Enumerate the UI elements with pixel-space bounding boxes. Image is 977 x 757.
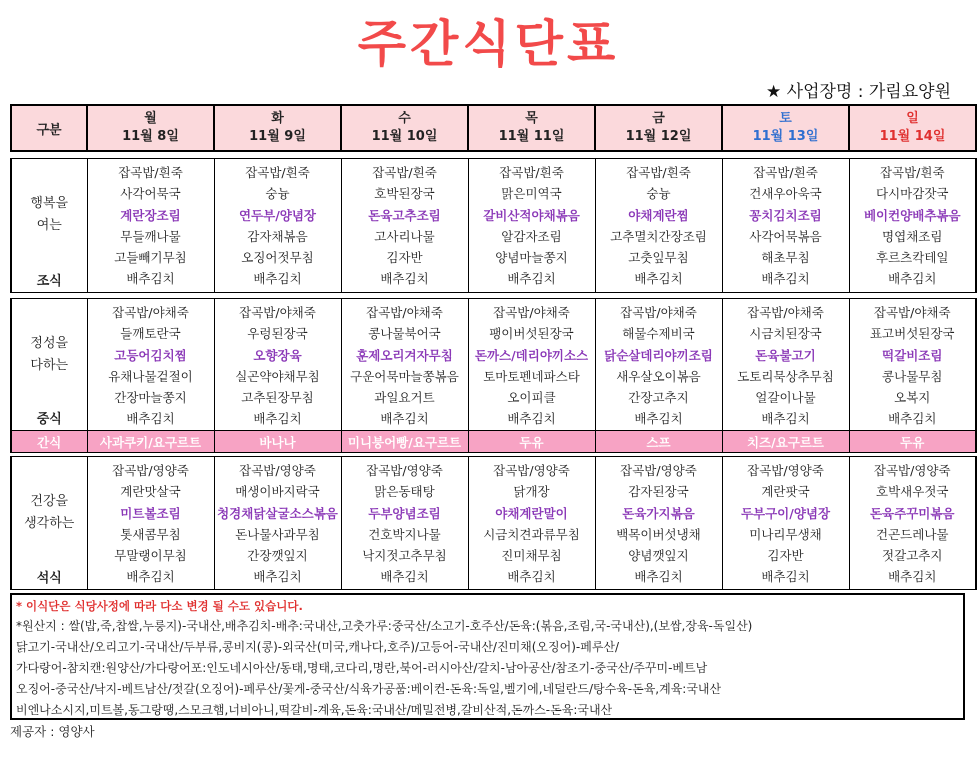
dinner-menu-item: 닭개장 [513, 484, 550, 500]
lunch-menu-item: 우렁된장국 [247, 326, 308, 342]
lunch-menu-item: 배추김치 [634, 411, 683, 427]
dinner-menu-item: 두부구이/양념장 [740, 505, 831, 521]
dinner-day-1 [87, 457, 214, 590]
breakfast-menu-item: 배추김치 [507, 271, 556, 287]
lunch-day-5 [595, 299, 722, 431]
origin-line-4: 오징어-중국산/낙지-베트남산/젓갈(오징어)-페루산/꽃게-중국산/식육가공품:베이컨-돈육:독일,벨기에,네덜란드/탕수육-돈육,계육:국내산 [16, 682, 722, 696]
breakfast-day-7 [849, 159, 976, 293]
breakfast-menu-item: 잡곡밥/흰죽 [879, 165, 945, 180]
dinner-menu-item: 매생이바지락국 [235, 484, 320, 500]
lunch-menu-item: 간장마늘쫑지 [114, 390, 187, 406]
breakfast-menu-item: 잡곡밥/흰죽 [499, 165, 564, 180]
day-header-2 [214, 105, 341, 151]
dinner-day-2 [214, 457, 341, 590]
day-header-row [11, 105, 976, 151]
dinner-menu-item: 김자반 [767, 548, 804, 564]
dinner-menu-item: 계란맛살국 [120, 484, 181, 500]
breakfast-menu-item: 무들깨나물 [120, 228, 181, 244]
breakfast-menu-item: 잡곡밥/흰죽 [118, 165, 183, 180]
breakfast-menu-item: 숭늉 [646, 186, 671, 202]
page-title: 주간식단표 [357, 15, 620, 73]
lunch-menu-item: 간장고추지 [628, 390, 689, 406]
lunch-menu-item: 콩나물북어국 [368, 326, 441, 342]
day-name: 금 [652, 111, 665, 126]
breakfast-menu-item: 명엽채조림 [882, 228, 943, 244]
dinner-menu-item: 미트볼조림 [120, 505, 181, 521]
notice-warning: * 이식단은 식당사정에 따라 다소 변경 될 수도 있습니다. [16, 599, 303, 613]
breakfast-menu-item: 연두부/양념장 [238, 207, 317, 223]
dinner-day-3 [341, 457, 468, 590]
lunch-menu-item: 들깨토란국 [120, 326, 181, 342]
dinner-menu-item: 무말랭이무침 [114, 548, 187, 564]
breakfast-day-5 [595, 159, 722, 293]
lunch-menu-item: 배추김치 [126, 411, 175, 427]
lunch-menu-item: 잡곡밥/야채죽 [493, 305, 570, 320]
lunch-menu-item: 잡곡밥/야채죽 [873, 305, 951, 320]
dinner-menu-item: 낙지젓고추무침 [362, 548, 447, 564]
dinner-menu-item: 미나리무생채 [749, 526, 822, 542]
breakfast-meal-name: 조식 [36, 274, 62, 289]
lunch-day-6 [722, 299, 849, 431]
lunch-menu-item: 닭순살데리야끼조림 [604, 347, 713, 363]
dinner-menu-item: 두부양념조림 [368, 505, 441, 521]
origin-line-2: 닭고기-국내산/오리고기-국내산/두부류,콩비지(콩)-외국산(미국,캐나다,호주)/고등어-국내산/진미채(오징어)-페루산/ [16, 640, 620, 654]
lunch-menu-item: 배추김치 [888, 411, 937, 427]
lunch-menu-item: 구운어묵마늘쫑볶음 [350, 368, 459, 384]
breakfast-menu-item: 사각어묵국 [120, 186, 181, 202]
lunch-menu-item: 오이피클 [507, 390, 556, 406]
dinner-menu-item: 배추김치 [126, 569, 175, 585]
breakfast-day-3 [341, 159, 468, 293]
dinner-menu-item: 청경채닭살굴소스볶음 [217, 505, 338, 521]
breakfast-menu-item: 호박된장국 [374, 186, 435, 202]
lunch-menu-item: 훈제오리겨자무침 [356, 347, 453, 363]
dinner-menu-item: 잡곡밥/영양죽 [620, 463, 697, 478]
dinner-menu-item: 야채계란말이 [495, 505, 568, 521]
lunch-label [11, 299, 87, 431]
lunch-day-7 [849, 299, 976, 431]
gubun-label: 구분 [11, 105, 87, 151]
snack-day-7: 두유 [849, 431, 976, 453]
dinner-menu-item: 간장깻잎지 [247, 548, 308, 564]
dinner-menu-item: 배추김치 [888, 569, 937, 585]
lunch-label-line: 정성을 [30, 336, 69, 351]
breakfast-menu-item: 고춧잎무침 [628, 250, 689, 266]
breakfast-day-6 [722, 159, 849, 293]
dinner-menu-item: 양념깻잎지 [628, 548, 689, 564]
snack-day-1: 사과쿠키/요구르트 [87, 431, 214, 453]
lunch-menu-item: 도토리묵상추무침 [737, 368, 834, 384]
breakfast-menu-item: 잡곡밥/흰죽 [372, 165, 437, 180]
day-header-table [10, 104, 977, 152]
lunch-menu-item: 고추된장무침 [241, 390, 314, 406]
breakfast-label-line: 여는 [36, 218, 62, 233]
day-date: 11월 9일 [249, 129, 306, 144]
lunch-menu-item: 시금치된장국 [749, 326, 822, 342]
snack-day-6: 치즈/요구르트 [722, 431, 849, 453]
lunch-menu-item: 새우살오이볶음 [616, 368, 701, 384]
breakfast-menu-item: 갈비산적야채볶음 [483, 207, 580, 223]
notes-box [10, 593, 965, 720]
dinner-row [11, 457, 976, 590]
breakfast-label-line: 행복을 [30, 196, 69, 211]
day-date: 11월 8일 [122, 129, 179, 144]
breakfast-menu-item: 맑은미역국 [501, 186, 562, 202]
dinner-menu-item: 잡곡밥/영양죽 [873, 463, 951, 478]
day-header-6 [722, 105, 849, 151]
lunch-day-2 [214, 299, 341, 431]
breakfast-menu-item: 고들빼기무침 [114, 250, 187, 266]
dinner-table [10, 456, 977, 590]
lunch-menu-item: 돈까스/데리야끼소스 [474, 347, 589, 363]
lunch-label-line: 다하는 [30, 358, 69, 373]
day-name: 목 [525, 111, 538, 126]
breakfast-menu-item: 양념마늘쫑지 [495, 250, 568, 266]
day-header-1 [87, 105, 214, 151]
lunch-menu-item: 잡곡밥/야채죽 [239, 305, 316, 320]
breakfast-day-2 [214, 159, 341, 293]
lunch-day-1 [87, 299, 214, 431]
lunch-row [11, 299, 976, 431]
dinner-menu-item: 배추김치 [761, 569, 810, 585]
dinner-day-6 [722, 457, 849, 590]
dinner-menu-item: 돈나물사과무침 [235, 526, 320, 542]
breakfast-menu-item: 감자채볶음 [247, 228, 308, 244]
lunch-menu-item: 돈육불고기 [755, 347, 816, 363]
lunch-menu-item: 배추김치 [380, 411, 429, 427]
day-name: 일 [906, 111, 919, 126]
dinner-menu-item: 배추김치 [380, 569, 429, 585]
day-header-5 [595, 105, 722, 151]
dinner-menu-item: 배추김치 [253, 569, 302, 585]
dinner-menu-item: 백목이버섯냉채 [616, 526, 701, 542]
lunch-menu-item: 팽이버섯된장국 [489, 326, 574, 342]
lunch-menu-item: 토마토펜네파스타 [483, 368, 580, 384]
breakfast-menu-item: 배추김치 [126, 271, 175, 287]
lunch-menu-item: 잡곡밥/야채죽 [747, 305, 824, 320]
dinner-menu-item: 톳새콤무침 [120, 526, 181, 542]
lunch-menu-item: 오향장육 [253, 347, 302, 363]
breakfast-menu-item: 꽁치김치조림 [749, 207, 822, 223]
lunch-table [10, 298, 977, 453]
snack-day-5: 스프 [595, 431, 722, 453]
lunch-menu-item: 잡곡밥/야채죽 [620, 305, 697, 320]
breakfast-menu-item: 배추김치 [761, 271, 810, 287]
lunch-menu-item: 잡곡밥/야채죽 [366, 305, 443, 320]
breakfast-menu-item: 야채계란찜 [628, 207, 689, 223]
breakfast-day-4 [468, 159, 595, 293]
snack-day-2: 바나나 [214, 431, 341, 453]
breakfast-menu-item: 잡곡밥/흰죽 [245, 165, 310, 180]
dinner-menu-item: 건호박지나물 [368, 526, 441, 542]
provider-label: 제공자 : 영양사 [10, 724, 95, 739]
origin-line-3: 가다랑어-참치캔:원양산/가다랑어포:인도네시아산/동태,명태,코다리,명란,북어-러시아산/갈치-남아공산/참조기-중국산/주꾸미-베트남 [16, 661, 708, 675]
lunch-menu-item: 표고버섯된장국 [869, 326, 955, 342]
breakfast-menu-item: 후르츠칵테일 [876, 250, 949, 266]
day-date: 11월 13일 [752, 129, 819, 144]
snack-day-4: 두유 [468, 431, 595, 453]
dinner-menu-item: 잡곡밥/영양죽 [112, 463, 189, 478]
lunch-day-3 [341, 299, 468, 431]
breakfast-menu-item: 잡곡밥/흰죽 [626, 165, 691, 180]
breakfast-menu-item: 배추김치 [888, 271, 937, 287]
lunch-menu-item: 배추김치 [761, 411, 810, 427]
dinner-menu-item: 감자된장국 [628, 484, 689, 500]
lunch-menu-item: 콩나물무침 [882, 368, 943, 384]
lunch-menu-item: 유채나물겉절이 [108, 368, 193, 384]
snack-label: 간식 [11, 431, 87, 453]
day-header-7 [849, 105, 976, 151]
dinner-menu-item: 배추김치 [507, 569, 556, 585]
dinner-menu-item: 잡곡밥/영양죽 [366, 463, 443, 478]
lunch-menu-item: 실곤약야채무침 [235, 368, 320, 384]
breakfast-row [11, 159, 976, 293]
breakfast-table [10, 158, 977, 293]
breakfast-menu-item: 건새우아욱국 [749, 186, 822, 202]
dinner-menu-item: 젓갈고추지 [882, 548, 943, 564]
breakfast-menu-item: 알감자조림 [501, 228, 562, 244]
snack-row [11, 431, 976, 453]
breakfast-menu-item: 숭늉 [265, 186, 290, 202]
dinner-label-line: 건강을 [30, 494, 69, 509]
lunch-menu-item: 떡갈비조림 [882, 347, 943, 363]
day-name: 월 [144, 111, 157, 126]
breakfast-menu-item: 오징어젓무침 [241, 250, 314, 266]
origin-line-1: *원산지 : 쌀(밥,죽,찹쌀,누룽지)-국내산,배추김치-배추:국내산,고춧가루:중국산/소고기-호주산/돈육:(볶음,조림,국-국내산),(보쌈,장육-독일산) [16, 619, 753, 633]
lunch-menu-item: 오복지 [894, 390, 931, 406]
breakfast-menu-item: 잡곡밥/흰죽 [753, 165, 818, 180]
snack-day-3: 미니붕어빵/요구르트 [341, 431, 468, 453]
lunch-menu-item: 잡곡밥/야채죽 [112, 305, 189, 320]
dinner-day-5 [595, 457, 722, 590]
breakfast-label [11, 159, 87, 293]
dinner-menu-item: 건곤드레나물 [876, 526, 949, 542]
dinner-day-7 [849, 457, 976, 590]
lunch-menu-item: 배추김치 [253, 411, 302, 427]
day-date: 11월 12일 [625, 129, 692, 144]
breakfast-menu-item: 고사리나물 [374, 228, 435, 244]
dinner-menu-item: 맑은동태탕 [374, 484, 435, 500]
origin-line-5: 비엔나소시지,미트볼,동그랑땡,스모크햄,너비아니,떡갈비-계육,돈육:국내산/메밀전병,갈비산적,돈까스-돈육:국내산 [16, 703, 613, 717]
dinner-menu-item: 잡곡밥/영양죽 [239, 463, 316, 478]
lunch-menu-item: 배추김치 [507, 411, 556, 427]
day-name: 토 [779, 111, 792, 126]
dinner-meal-name: 석식 [36, 571, 62, 586]
day-date: 11월 11일 [498, 129, 565, 144]
day-header-4 [468, 105, 595, 151]
lunch-menu-item: 해물수제비국 [622, 326, 695, 342]
breakfast-menu-item: 배추김치 [634, 271, 683, 287]
lunch-menu-item: 고등어김치찜 [114, 347, 187, 363]
lunch-menu-item: 얼갈이나물 [755, 390, 816, 406]
breakfast-menu-item: 다시마감잣국 [876, 186, 949, 202]
dinner-label-line: 생각하는 [24, 516, 75, 531]
breakfast-menu-item: 배추김치 [380, 271, 429, 287]
breakfast-menu-item: 김자반 [386, 250, 423, 266]
day-name: 수 [398, 111, 411, 126]
dinner-menu-item: 계란팟국 [761, 484, 810, 500]
breakfast-day-1 [87, 159, 214, 293]
lunch-menu-item: 과일요거트 [374, 390, 435, 406]
dinner-menu-item: 돈육가지볶음 [622, 505, 695, 521]
dinner-menu-item: 진미채무침 [501, 548, 562, 564]
breakfast-menu-item: 해초무침 [761, 250, 810, 266]
breakfast-menu-item: 배추김치 [253, 271, 302, 287]
day-name: 화 [271, 111, 284, 126]
dinner-label [11, 457, 87, 590]
dinner-day-4 [468, 457, 595, 590]
day-date: 11월 10일 [371, 129, 438, 144]
lunch-meal-name: 중식 [36, 412, 62, 427]
dinner-menu-item: 잡곡밥/영양죽 [747, 463, 824, 478]
day-date: 11월 14일 [879, 129, 946, 144]
breakfast-menu-item: 고추멸치간장조림 [610, 228, 707, 244]
breakfast-menu-item: 돈육고추조림 [368, 207, 441, 223]
dinner-menu-item: 호박새우젓국 [876, 484, 949, 500]
dinner-menu-item: 배추김치 [634, 569, 683, 585]
lunch-day-4 [468, 299, 595, 431]
dinner-menu-item: 돈육주꾸미볶음 [869, 505, 955, 521]
breakfast-menu-item: 계란장조림 [120, 207, 181, 223]
breakfast-menu-item: 베이컨양배추볶음 [863, 207, 961, 223]
workplace-name: ★ 사업장명 : 가림요양원 [766, 82, 951, 102]
breakfast-menu-item: 사각어묵볶음 [749, 228, 822, 244]
dinner-menu-item: 잡곡밥/영양죽 [493, 463, 570, 478]
dinner-menu-item: 시금치견과류무침 [483, 526, 580, 542]
day-header-3 [341, 105, 468, 151]
